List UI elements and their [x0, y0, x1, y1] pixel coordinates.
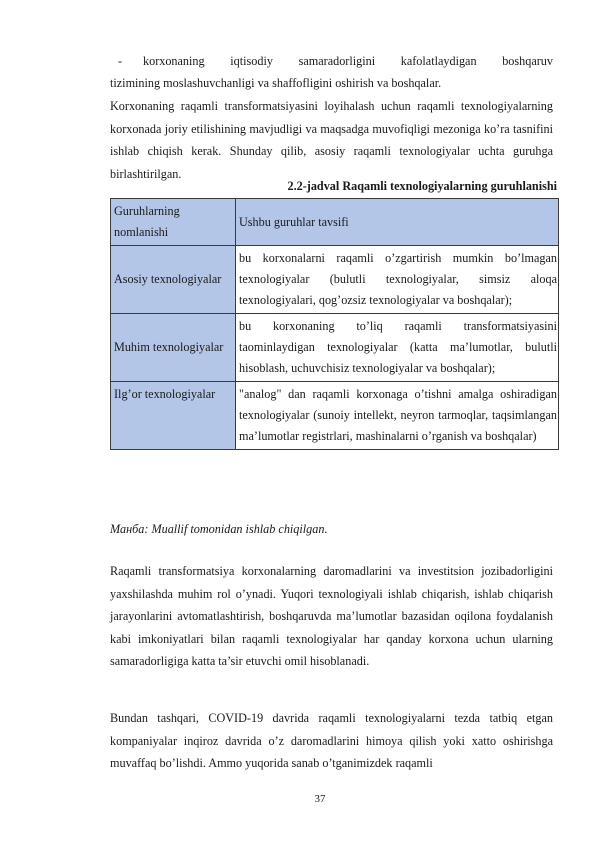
table-header-description: Ushbu guruhlar tavsifi: [236, 199, 559, 246]
group-description: "analog" dan raqamli korxonaga o’tishni amalga oshiradigan texnologiyalar (sunoiy intellekt, neyron tarmoqlar, taqsimlangan ma’lumotlar registrlari, mashinalarni o’rganish va boshqalar): [236, 382, 559, 450]
bullet-text: korxonaning iqtisodiy samaradorligini kafolatlaydigan boshqaruv: [143, 54, 553, 68]
group-name: Ilg’or texnologiyalar: [111, 382, 236, 450]
group-name: Muhim texnologiyalar: [111, 314, 236, 382]
group-name: Asosiy texnologiyalar: [111, 246, 236, 314]
group-description: bu korxonalarni raqamli o’zgartirish mumkin bo’lmagan texnologiyalar (bulutli texnologiyalar, simsiz aloqa texnologiyalari, qog’ozsiz texnologiyalar va boshqalar);: [236, 246, 559, 314]
intro-paragraph: Korxonaning raqamli transformatsiyasini loyihalash uchun raqamli texnologiyalarning korxonada joriy etilishining mavjudligi va maqsadga muvofiqligi mezoniga ko’ra tasnifini ishlab chiqish kerak. Shunday qilib, asosiy raqamli texnologiyalar uchta guruhga birlashtirilgan.: [110, 99, 553, 181]
table-row: [111, 314, 559, 382]
table-source: Манба: Muallif tomonidan ishlab chiqilgan.: [110, 522, 328, 536]
bullet-continuation: tizimining moslashuvchanligi va shaffofligini oshirish va boshqalar.: [110, 76, 442, 90]
table-row: [111, 382, 559, 450]
body-paragraph-1: Raqamli transformatsiya korxonalarning daromadlarini va investitsion jozibadorligini yaxshilashda muhim rol o’ynadi. Yuqori texnologiyali ishlab chiqarish, ishlab chiqarish jarayonlarini avtomatlashtirish, boshqaruvda ma’lumotlar bazasidan oqilona foydalanish kabi imkoniyatlari bilan raqamli texnologiyalar har qanday korxona uchun ularning samaradorligiga katta ta’sir etuvchi omil hisoblanadi.: [110, 564, 553, 668]
table-header-row: [111, 199, 559, 246]
technology-groups-table: [110, 198, 559, 450]
bullet-marker: -: [118, 54, 123, 68]
table-caption: 2.2-jadval Raqamli texnologiyalarning guruhlanishi: [287, 179, 557, 193]
table-row: [111, 246, 559, 314]
page-number: 37: [314, 793, 326, 805]
group-description: bu korxonaning to’liq raqamli transformatsiyasini taominlaydigan texnologiyalar (katta ma’lumotlar, bulutli hisoblash, uchuvchisiz texnologiyalar va boshqalar);: [236, 314, 559, 382]
table-header-groups: Guruhlarning nomlanishi: [111, 199, 236, 246]
body-paragraph-2: Bundan tashqari, COVID-19 davrida raqamli texnologiyalarni tezda tatbiq etgan kompaniyalar inqiroz davrida o’z daromadlarini himoya qilish yoki xatto oshirishga muvaffaq bo’lishdi. Ammo yuqorida sanab o’tganimizdek raqamli: [110, 711, 553, 770]
